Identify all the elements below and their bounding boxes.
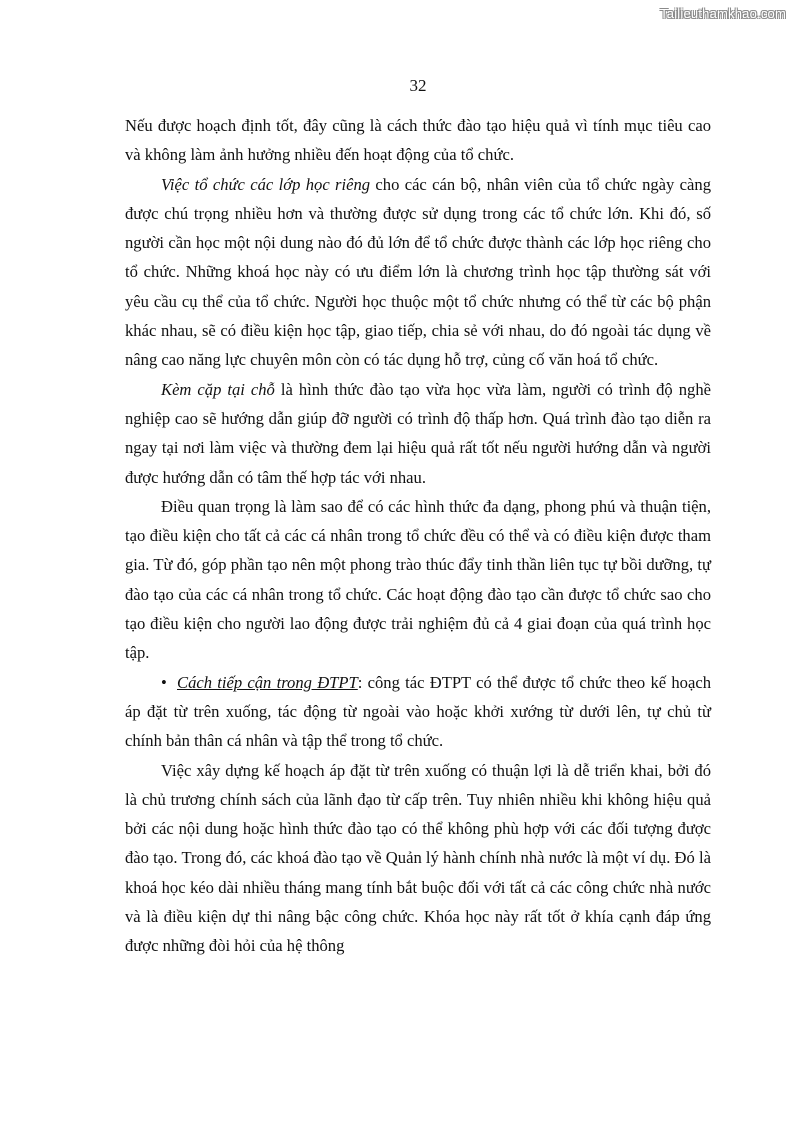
paragraph-1: Nếu được hoạch định tốt, đây cũng là cách thức đào tạo hiệu quả vì tính mục tiêu cao và không làm ảnh hưởng nhiều đến hoạt động của tổ chức. <box>125 116 711 165</box>
bullet-icon: • <box>161 672 167 692</box>
paragraph-4: Điều quan trọng là làm sao để có các hình thức đa dạng, phong phú và thuận tiện, tạo điều kiện cho tất cả các cá nhân trong tổ chức đều có thể và có điều kiện được tham gia. Từ đó, góp phần tạo nên một phong trào thúc đẩy tinh thần liên tục tự bồi dưỡng, tự đào tạo của các cá nhân trong tổ chức. Các hoạt động đào tạo cần được tổ chức sao cho tạo điều kiện cho người lao động được trải nghiệm đủ cả 4 giai đoạn của quá trình học tập. <box>125 496 711 663</box>
paragraph-3-lead: Kèm cặp tại chỗ <box>161 379 275 399</box>
paragraph-3-text: là hình thức đào tạo vừa học vừa làm, người có trình độ nghề nghiệp cao sẽ hướng dẫn giúp đỡ người có trình độ thấp hơn. Quá trình đào tạo diễn ra ngay tại nơi làm việc và thường đem lại hiệu quả rất tốt nếu người hướng dẫn và người được hướng dẫn có tâm thế hợp tác với nhau. <box>125 379 711 487</box>
paragraph-2-text: cho các cán bộ, nhân viên của tổ chức ngày càng được chú trọng nhiều hơn và thường được sử dụng trong các tổ chức lớn. Khi đó, số người cần học một nội dung nào đó đủ lớn để tổ chức được thành các lớp học riêng cho tổ chức. Những khoá học này có ưu điểm lớn là chương trình học tập thường sát với yêu cầu cụ thể của tổ chức. Người học thuộc một tổ chức nhưng có thể từ các bộ phận khác nhau, sẽ có điều kiện học tập, giao tiếp, chia sẻ với nhau, do đó ngoài tác dụng về nâng cao năng lực chuyên môn còn có tác dụng hỗ trợ, củng cố văn hoá tổ chức. <box>125 174 711 370</box>
watermark-text: Tailieuthamkhao.com <box>660 6 786 21</box>
paragraph-2-lead: Việc tổ chức các lớp học riêng <box>161 174 371 194</box>
bullet-item <box>125 668 711 756</box>
paragraph-2 <box>125 170 711 375</box>
document-body <box>125 111 711 961</box>
bullet-item-lead: Cách tiếp cận trong ĐTPT <box>177 672 358 692</box>
paragraph-3 <box>125 375 711 492</box>
page-number: 32 <box>409 76 427 95</box>
bullet-item-text: : công tác ĐTPT có thể được tổ chức theo kế hoạch áp đặt từ trên xuống, tác động từ ngoài vào hoặc khởi xướng từ dưới lên, tự chủ từ chính bản thân cá nhân và tập thể trong tổ chức. <box>125 672 711 751</box>
paragraph-6: Việc xây dựng kế hoạch áp đặt từ trên xuống có thuận lợi là dễ triển khai, bởi đó là chủ trương chính sách của lãnh đạo từ cấp trên. Tuy nhiên nhiều khi không hiệu quả bởi các nội dung hoặc hình thức đào tạo có thể không phù hợp với các đối tượng được đào tạo. Trong đó, các khoá đào tạo về Quản lý hành chính nhà nước là một ví dụ. Đó là khoá học kéo dài nhiều tháng mang tính bắt buộc đối với tất cả các công chức nhà nước và là điều kiện dự thi nâng bậc công chức. Khóa học này rất tốt ở khía cạnh đáp ứng được những đòi hỏi của hệ thông <box>125 760 711 956</box>
